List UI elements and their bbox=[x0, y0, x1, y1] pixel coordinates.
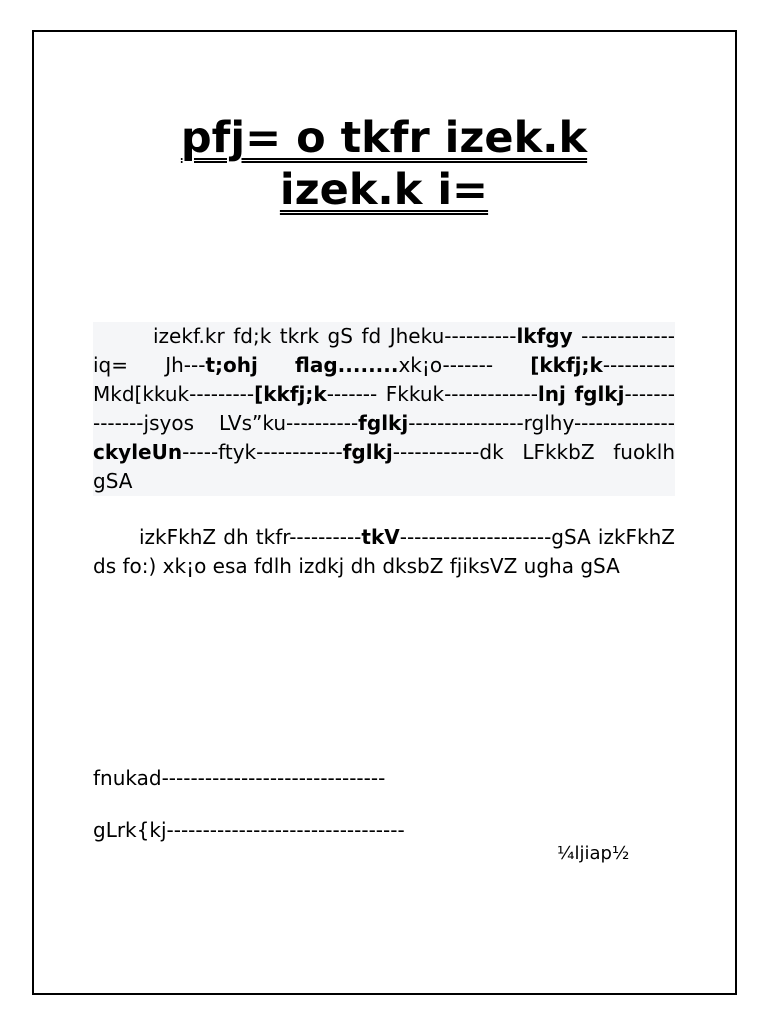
text-run: ----------------rglhy-------------- bbox=[408, 411, 675, 435]
text-run: ----------Mkd[kkuk--------- bbox=[93, 353, 676, 406]
text-run: -----ftyk------------ bbox=[182, 440, 343, 464]
text-run: ---------------------gSA izkFkhZ ds fo:) xk¡o esa fdlh izdkj dh dksbZ fjiksVZ ugha gSA bbox=[93, 525, 675, 578]
date-line: fnukad------------------------------- bbox=[93, 766, 386, 790]
filled-value: fglkj bbox=[342, 440, 393, 464]
text-run: xk¡o------- bbox=[398, 353, 531, 377]
text-run: ------------dk LFkkbZ fuoklh gSA bbox=[93, 440, 675, 493]
filled-value: fglkj bbox=[358, 411, 409, 435]
filled-value: lnj bbox=[537, 382, 566, 406]
text-run: izkFkhZ dh tkfr---------- bbox=[139, 525, 362, 549]
filled-value: [kkfj;k bbox=[254, 382, 327, 406]
text-run: -------------iq= Jh--- bbox=[93, 324, 676, 377]
title-line-1: pfj= o tkfr izek.k bbox=[180, 113, 588, 163]
filled-value: ckyleUn bbox=[93, 440, 183, 464]
text-run: --------------jsyos LVs”ku---------- bbox=[93, 382, 675, 435]
filled-value: t;ohj bbox=[205, 353, 258, 377]
document-title bbox=[60, 112, 708, 216]
filled-value: fglkj bbox=[574, 382, 625, 406]
filled-value: lkfgy bbox=[516, 324, 573, 348]
filled-value: flag........ bbox=[295, 353, 399, 377]
text-run: ------- Fkkuk------------- bbox=[326, 382, 538, 406]
sarpanch-label: ¼ljiap½ bbox=[557, 843, 630, 864]
text-run bbox=[258, 353, 295, 377]
signature-line: gLrk{kj--------------------------------- bbox=[93, 818, 405, 842]
filled-value: [kkfj;k bbox=[530, 353, 603, 377]
certificate-paragraph-2 bbox=[93, 523, 675, 581]
title-line-2: izek.k i= bbox=[279, 165, 489, 215]
certificate-paragraph-1 bbox=[93, 322, 675, 496]
text-run: izekf.kr fd;k tkrk gS fd Jheku---------- bbox=[153, 324, 517, 348]
filled-value: tkV bbox=[361, 525, 400, 549]
